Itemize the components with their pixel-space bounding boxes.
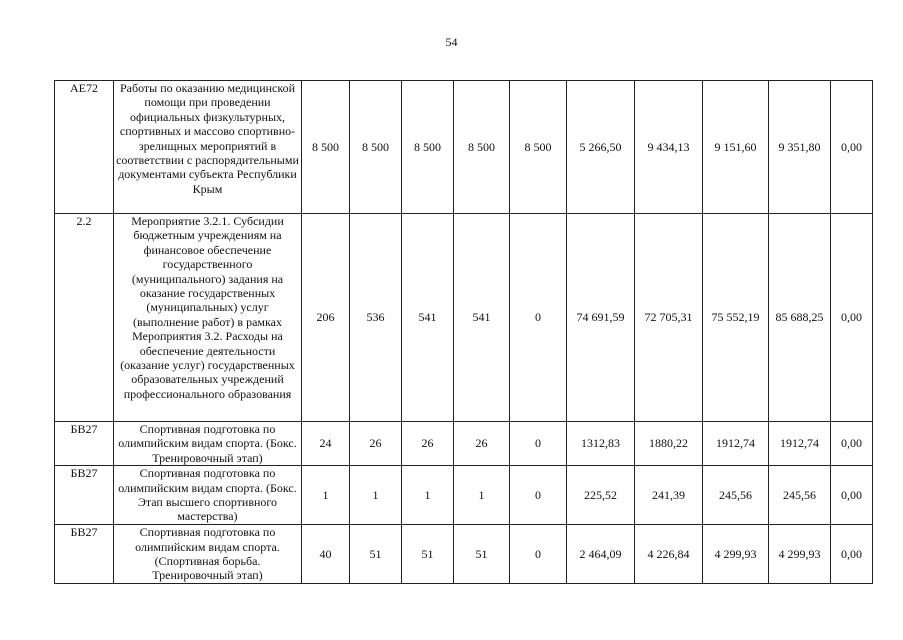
value-cell: 51	[402, 525, 454, 584]
value-cell: 72 705,31	[635, 214, 703, 422]
value-cell: 4 299,93	[769, 525, 831, 584]
value-cell: 4 226,84	[635, 525, 703, 584]
row-name: Спортивная подготовка по олимпийским видам спорта. (Бокс. Тренировочный этап)	[114, 422, 302, 466]
value-cell: 245,56	[703, 466, 769, 525]
value-cell: 26	[350, 422, 402, 466]
value-cell: 0,00	[831, 81, 873, 214]
value-cell: 0,00	[831, 466, 873, 525]
value-cell: 0	[510, 214, 567, 422]
value-cell: 1	[302, 466, 350, 525]
row-code: БВ27	[55, 525, 114, 584]
value-cell: 241,39	[635, 466, 703, 525]
value-cell: 40	[302, 525, 350, 584]
row-name: Спортивная подготовка по олимпийским видам спорта. (Бокс. Этап высшего спортивного мастерства)	[114, 466, 302, 525]
value-cell: 85 688,25	[769, 214, 831, 422]
row-code: 2.2	[55, 214, 114, 422]
table-row	[55, 422, 873, 466]
value-cell: 8 500	[510, 81, 567, 214]
value-cell: 5 266,50	[567, 81, 635, 214]
value-cell: 541	[402, 214, 454, 422]
table-row	[55, 466, 873, 525]
value-cell: 75 552,19	[703, 214, 769, 422]
budget-table	[54, 80, 873, 584]
row-code: БВ27	[55, 422, 114, 466]
value-cell: 26	[402, 422, 454, 466]
value-cell: 8 500	[302, 81, 350, 214]
row-code: АЕ72	[55, 81, 114, 214]
value-cell: 2 464,09	[567, 525, 635, 584]
value-cell: 0,00	[831, 422, 873, 466]
value-cell: 541	[454, 214, 510, 422]
value-cell: 0	[510, 422, 567, 466]
value-cell: 1	[350, 466, 402, 525]
value-cell: 245,56	[769, 466, 831, 525]
value-cell: 26	[454, 422, 510, 466]
value-cell: 0,00	[831, 214, 873, 422]
value-cell: 24	[302, 422, 350, 466]
table-row	[55, 525, 873, 584]
value-cell: 8 500	[402, 81, 454, 214]
row-name: Спортивная подготовка по олимпийским видам спорта. (Спортивная борьба. Тренировочный этап)	[114, 525, 302, 584]
value-cell: 1912,74	[703, 422, 769, 466]
value-cell: 225,52	[567, 466, 635, 525]
value-cell: 0	[510, 466, 567, 525]
row-code: БВ27	[55, 466, 114, 525]
table-row	[55, 81, 873, 214]
value-cell: 1	[402, 466, 454, 525]
table-row	[55, 214, 873, 422]
value-cell: 8 500	[350, 81, 402, 214]
value-cell: 1	[454, 466, 510, 525]
value-cell: 8 500	[454, 81, 510, 214]
value-cell: 9 151,60	[703, 81, 769, 214]
row-name: Мероприятие 3.2.1. Субсидии бюджетным учреждениям на финансовое обеспечение государственного (муниципального) задания на оказание государственных (муниципальных) услуг (выполнение работ) в рамках Мероприятия 3.2. Расходы на обеспечение деятельности (оказание услуг) государственных образовательных учреждений профессионального образования	[114, 214, 302, 422]
value-cell: 206	[302, 214, 350, 422]
value-cell: 9 434,13	[635, 81, 703, 214]
value-cell: 51	[454, 525, 510, 584]
value-cell: 9 351,80	[769, 81, 831, 214]
value-cell: 0,00	[831, 525, 873, 584]
value-cell: 51	[350, 525, 402, 584]
value-cell: 0	[510, 525, 567, 584]
value-cell: 536	[350, 214, 402, 422]
value-cell: 1912,74	[769, 422, 831, 466]
value-cell: 1880,22	[635, 422, 703, 466]
page-number: 54	[445, 35, 458, 49]
value-cell: 74 691,59	[567, 214, 635, 422]
value-cell: 1312,83	[567, 422, 635, 466]
value-cell: 4 299,93	[703, 525, 769, 584]
row-name: Работы по оказанию медицинской помощи при проведении официальных физкультурных, спортивных и массово спортивно-зрелищных мероприятий в соответствии с распорядительными документами субъекта Республики Крым	[114, 81, 302, 214]
